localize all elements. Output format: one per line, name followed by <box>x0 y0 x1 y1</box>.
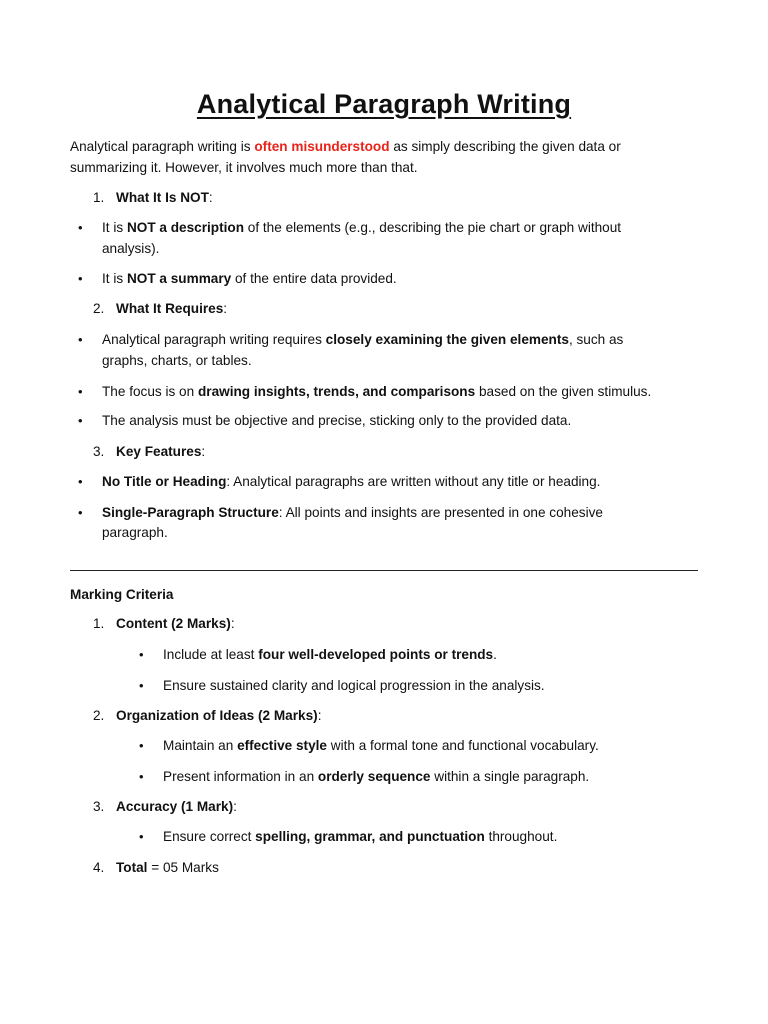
bullet-dot: • <box>78 271 83 286</box>
list-item-text: within a single paragraph. <box>430 769 590 784</box>
list-item <box>163 645 497 665</box>
section-number: 1. <box>93 190 105 205</box>
bullet-dot: • <box>78 505 83 520</box>
list-item <box>102 503 603 523</box>
list-item-text: Analytical paragraph writing requires <box>102 332 326 347</box>
section-heading-suffix: : <box>208 190 213 205</box>
list-item-text: Present information in an <box>163 769 318 784</box>
section-heading-suffix: : <box>201 444 206 459</box>
list-item-bold: spelling, grammar, and punctuation <box>255 829 485 844</box>
list-item-text: with a formal tone and functional vocabulary. <box>326 738 599 753</box>
criteria-heading-suffix: = 05 Marks <box>147 860 219 875</box>
intro-line-1 <box>70 137 621 157</box>
section-heading-text: Key Features <box>116 444 202 459</box>
list-item-text: : Analytical paragraphs are written without any title or heading. <box>226 474 601 489</box>
section-heading-text: What It Requires <box>116 301 224 316</box>
bullet-dot: • <box>139 678 144 693</box>
list-item-bold: NOT a summary <box>126 271 232 286</box>
list-item-text: The analysis must be objective and precise, sticking only to the provided data. <box>102 413 572 428</box>
list-item-bold: four well-developed points or trends <box>258 647 494 662</box>
bullet-dot: • <box>139 647 144 662</box>
section-heading-text: What It Is NOT <box>116 190 209 205</box>
section-heading <box>116 442 205 462</box>
list-item-bold: orderly sequence <box>317 769 431 784</box>
bullet-dot: • <box>78 384 83 399</box>
criteria-number: 2. <box>93 708 105 723</box>
intro-text-cont: as simply describing the given data or <box>389 139 621 154</box>
list-item-text: , such as <box>568 332 624 347</box>
criteria-heading-text: Total <box>116 860 148 875</box>
criteria-number: 3. <box>93 799 105 814</box>
section-number: 3. <box>93 444 105 459</box>
list-item-bold: No Title or Heading <box>102 474 227 489</box>
list-item-bold: effective style <box>237 738 327 753</box>
list-item-text: of the entire data provided. <box>231 271 397 286</box>
section-number: 2. <box>93 301 105 316</box>
bullet-dot: • <box>139 829 144 844</box>
list-item-text: Ensure sustained clarity and logical progression in the analysis. <box>163 678 545 693</box>
bullet-dot: • <box>78 220 83 235</box>
list-item-text: It is <box>102 271 127 286</box>
list-item-continuation: analysis). <box>102 241 160 256</box>
criteria-number: 4. <box>93 860 105 875</box>
criteria-heading <box>116 858 219 878</box>
list-item-text: : All points and insights are presented in one cohesive <box>278 505 603 520</box>
list-item-bold: closely examining the given elements <box>325 332 569 347</box>
list-item <box>163 676 545 696</box>
marking-heading: Marking Criteria <box>70 587 174 602</box>
bullet-dot: • <box>139 738 144 753</box>
list-item <box>102 330 623 350</box>
list-item-text: Include at least <box>163 647 259 662</box>
list-item-bold: NOT a description <box>126 220 245 235</box>
list-item-text: Maintain an <box>163 738 238 753</box>
list-item <box>163 736 599 756</box>
intro-line-2: summarizing it. However, it involves much more than that. <box>70 160 418 175</box>
list-item-bold: drawing insights, trends, and comparisons <box>197 384 476 399</box>
list-item <box>102 218 621 238</box>
criteria-heading-suffix: : <box>230 616 235 631</box>
list-item-text: throughout. <box>484 829 558 844</box>
list-item-text: Ensure correct <box>163 829 256 844</box>
criteria-number: 1. <box>93 616 105 631</box>
list-item <box>102 269 397 289</box>
list-item <box>102 472 600 492</box>
criteria-heading-suffix: : <box>317 708 322 723</box>
criteria-heading-suffix: : <box>233 799 237 814</box>
section-heading <box>116 299 227 319</box>
list-item-text: based on the given stimulus. <box>475 384 652 399</box>
intro-text: Analytical paragraph writing is <box>70 139 255 154</box>
section-heading <box>116 188 213 208</box>
bullet-dot: • <box>139 769 144 784</box>
page-title: Analytical Paragraph Writing <box>196 89 572 119</box>
criteria-heading-text: Accuracy (1 Mark) <box>116 799 234 814</box>
section-divider <box>70 570 698 571</box>
list-item-text: It is <box>102 220 127 235</box>
list-item <box>163 767 589 787</box>
list-item-text: . <box>493 647 497 662</box>
intro-highlight: often misunderstood <box>254 139 390 154</box>
list-item-bold: Single-Paragraph Structure <box>102 505 279 520</box>
bullet-dot: • <box>78 474 83 489</box>
bullet-dot: • <box>78 413 83 428</box>
list-item-continuation: paragraph. <box>102 525 168 540</box>
criteria-heading-text: Content (2 Marks) <box>116 616 231 631</box>
criteria-heading <box>116 797 237 817</box>
list-item-text: of the elements (e.g., describing the pie chart or graph without <box>244 220 622 235</box>
bullet-dot: • <box>78 332 83 347</box>
list-item-continuation: graphs, charts, or tables. <box>102 353 252 368</box>
list-item <box>102 382 651 402</box>
list-item <box>102 411 571 431</box>
list-item <box>163 827 557 847</box>
list-item-text: The focus is on <box>102 384 198 399</box>
criteria-heading-text: Organization of Ideas (2 Marks) <box>116 708 318 723</box>
section-heading-suffix: : <box>223 301 228 316</box>
criteria-heading <box>116 614 235 634</box>
criteria-heading <box>116 706 321 726</box>
